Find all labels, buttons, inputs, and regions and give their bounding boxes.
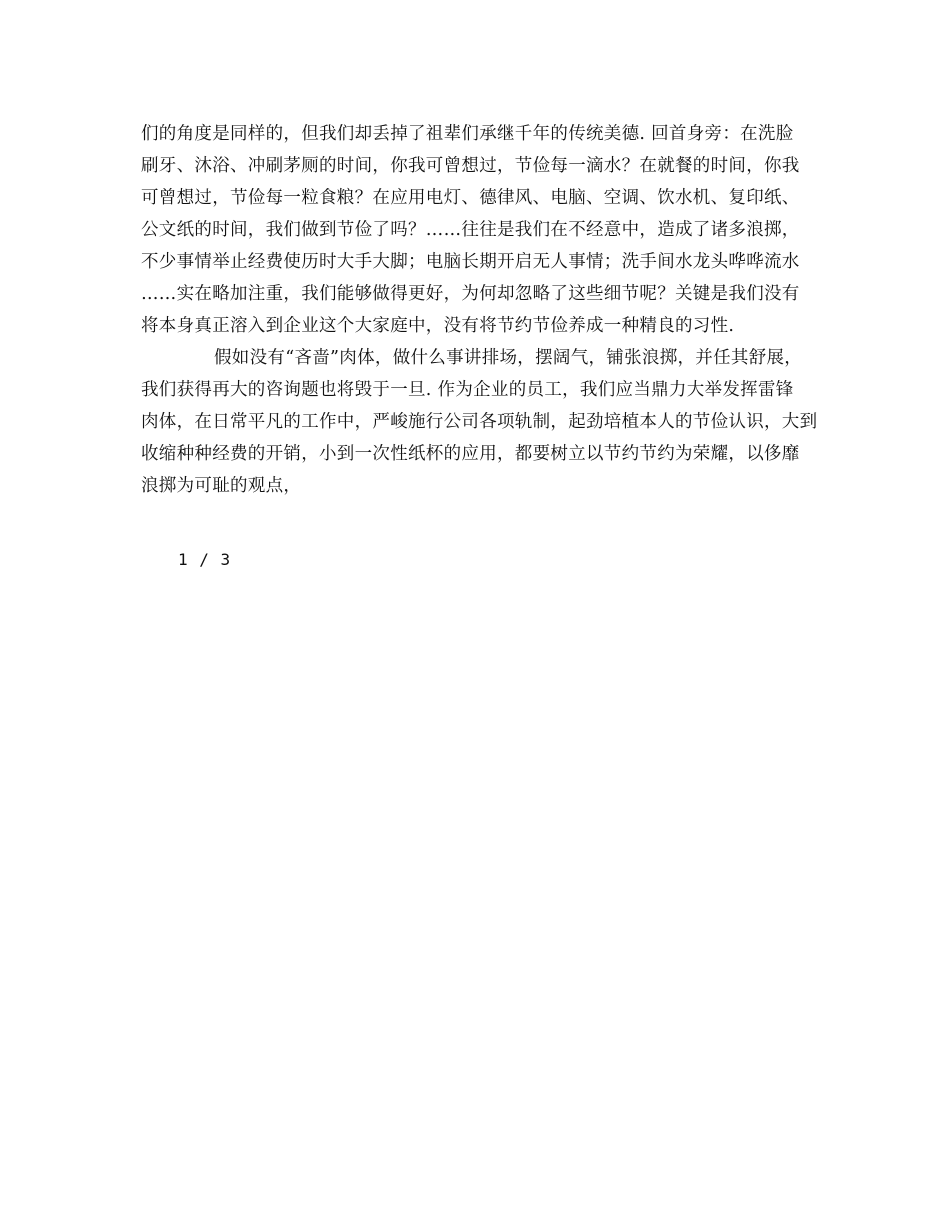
paragraph-1 — [141, 118, 841, 342]
document-body — [141, 118, 841, 502]
text-line: 假如没有“吝啬”肉体，做什么事讲排场，摆阔气，铺张浪掷，并任其舒展， — [214, 348, 803, 368]
text-line: 公文纸的时间，我们做到节俭了吗？……往往是我们在不经意中，造成了诸多浪掷， — [141, 220, 800, 240]
text-line: 不少事情举止经费使历时大手大脚；电脑长期开启无人事情；洗手间水龙头哗哗流水 — [141, 252, 800, 272]
text-line: ……实在略加注重，我们能够做得更好，为何却忽略了这些细节呢？关键是我们没有 — [141, 284, 800, 304]
text-line: 收缩种种经费的开销，小到一次性纸杯的应用，都要树立以节约节约为荣耀，以侈靡 — [141, 444, 800, 464]
text-line: 们的角度是同样的，但我们却丢掉了祖辈们承继千年的传统美德. 回首身旁：在洗脸 — [141, 124, 794, 144]
text-line: 刷牙、沐浴、冲刷茅厕的时间，你我可曾想过，节俭每一滴水？在就餐的时间，你我 — [141, 156, 800, 176]
page-number: 1 / 3 — [178, 550, 232, 569]
text-line: 将本身真正溶入到企业这个大家庭中，没有将节约节俭养成一种精良的习性. — [141, 316, 735, 336]
text-line: 我们获得再大的咨询题也将毁于一旦. 作为企业的员工，我们应当鼎力大举发挥雷锋 — [141, 380, 794, 400]
text-line: 肉体，在日常平凡的工作中，严峻施行公司各项轨制，起劲培植本人的节俭认识，大到 — [141, 412, 818, 432]
text-line: 浪掷为可耻的观点， — [141, 476, 302, 496]
text-line: 可曾想过，节俭每一粒食粮？在应用电灯、德律风、电脑、空调、饮水机、复印纸、 — [141, 188, 800, 208]
paragraph-2 — [141, 342, 841, 502]
